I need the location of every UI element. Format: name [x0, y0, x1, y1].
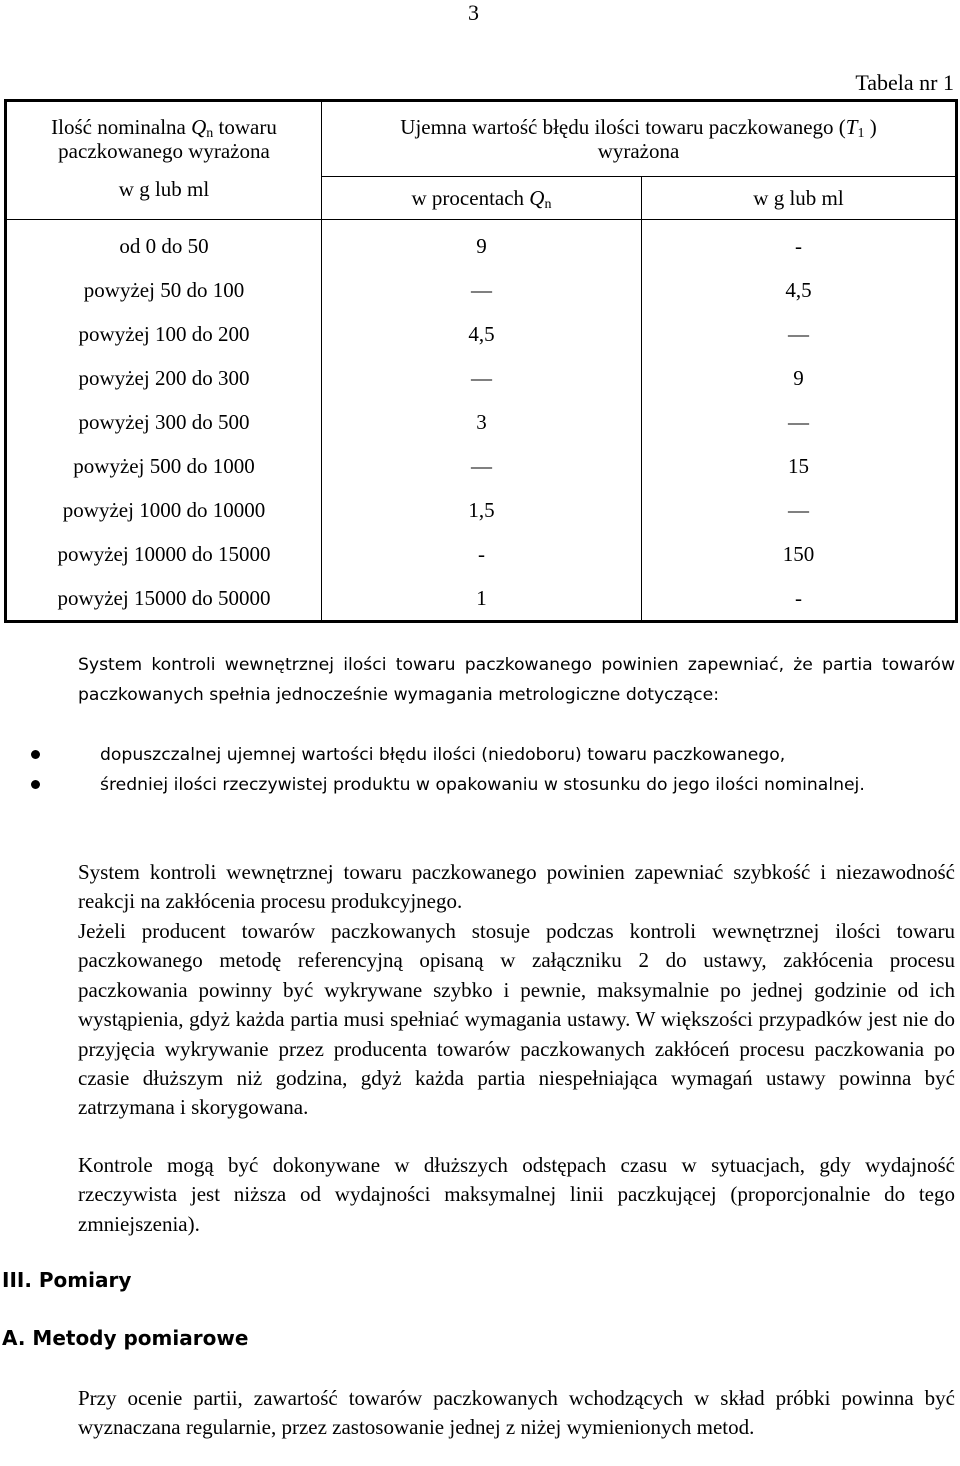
cell-grams: 15 [788, 454, 809, 478]
cell-grams: 150 [782, 542, 815, 566]
list-item: dopuszczalnej ujemnej wartości błędu ilości (niedoboru) towaru paczkowanego, [30, 740, 955, 770]
cell-grams: — [788, 498, 809, 522]
cell-grams: 9 [793, 366, 804, 390]
table-row [6, 356, 957, 400]
cell-range: powyżej 10000 do 15000 [6, 532, 322, 576]
cell-grams: 4,5 [785, 278, 812, 302]
table-row [6, 532, 957, 576]
cell-range: powyżej 500 do 1000 [6, 444, 322, 488]
paragraph-reaction: System kontroli wewnętrznej towaru paczkowanego powinien zapewniać szybkość i niezawodność reakcji na zakłócenia procesu produkcyjnego. [78, 860, 955, 914]
cell-range: powyżej 200 do 300 [6, 356, 322, 400]
cell-percent: 4,5 [322, 312, 642, 356]
list-item: średniej ilości rzeczywistej produktu w opakowaniu w stosunku do jego ilości nominalnej. [30, 770, 955, 800]
cell-range: od 0 do 50 [6, 220, 322, 269]
paragraph-system-control: System kontroli wewnętrznej ilości towaru paczkowanego powinien zapewniać, że partia towarów paczkowanych spełnia jednocześnie wymagania metrologiczne dotyczące: [78, 655, 955, 705]
bullet-icon [31, 780, 40, 789]
cell-range: powyżej 100 do 200 [6, 312, 322, 356]
cell-grams: - [795, 586, 802, 610]
cell-percent: — [322, 356, 642, 400]
table-header-row [6, 101, 957, 177]
cell-percent: - [322, 532, 642, 576]
heading-measurement-methods: A. Metody pomiarowe [2, 1326, 249, 1350]
table-row [6, 268, 957, 312]
heading-measurements: III. Pomiary [2, 1268, 132, 1292]
cell-grams: — [788, 410, 809, 434]
bullet-icon [31, 750, 40, 759]
cell-percent: 1,5 [322, 488, 642, 532]
cell-percent: 1 [322, 576, 642, 622]
table-unit-row [6, 177, 957, 220]
unit-grams-ml: w g lub ml [6, 177, 322, 220]
tolerance-table [4, 99, 958, 623]
page-number: 3 [468, 0, 479, 25]
cell-percent: — [322, 444, 642, 488]
table-row [6, 576, 957, 622]
table-row [6, 444, 957, 488]
requirements-list [30, 740, 955, 800]
cell-grams: - [795, 234, 802, 258]
cell-percent: 3 [322, 400, 642, 444]
unit-grams-ml-2: w g lub ml [642, 177, 957, 220]
cell-range: powyżej 15000 do 50000 [6, 576, 322, 622]
unit-percent: w procentach $Q_n$ [322, 177, 642, 220]
header-negative-error: Ujemna wartość błędu ilości towaru paczkowanego ($T_1$ ) wyrażona [322, 101, 957, 177]
cell-percent: — [322, 268, 642, 312]
paragraph-reference-method: Jeżeli producent towarów paczkowanych stosuje podczas kontroli wewnętrznej ilości towaru paczkowanego metodę referencyjną opisaną w załączniku 2 do ustawy, zakłócenia procesu paczkowania powinny być wykrywane szybko i pewnie, maksymalnie po jednej godzinie od ich wystąpienia, gdyż każda partia musi spełniać wymagania ustawy. W większości przypadków jest nie do przyjęcia wykrywanie przez producenta towarów paczkowanych zakłóceń procesu paczkowania po czasie dłuższym niż godzina, gdyż każda partia niespełniająca wymagań ustawy powinna być zatrzymana i skorygowana. [78, 919, 955, 1120]
cell-range: powyżej 50 do 100 [6, 268, 322, 312]
table-caption: Tabela nr 1 [855, 70, 954, 95]
header-nominal-quantity: Ilość nominalna $Q_n$ towaru paczkowanego wyrażona [6, 101, 322, 177]
table-row [6, 488, 957, 532]
paragraph-control-intervals: Kontrole mogą być dokonywane w dłuższych odstępach czasu w sytuacjach, gdy wydajność rzeczywista jest niższa od wydajności maksymalnej linii paczkującej (proporcjonalnie do tego zmniejszenia). [78, 1153, 955, 1236]
table-row [6, 220, 957, 269]
table-row [6, 312, 957, 356]
cell-percent: 9 [322, 220, 642, 269]
table-row [6, 400, 957, 444]
cell-range: powyżej 1000 do 10000 [6, 488, 322, 532]
cell-range: powyżej 300 do 500 [6, 400, 322, 444]
paragraph-batch-evaluation: Przy ocenie partii, zawartość towarów paczkowanych wchodzących w skład próbki powinna być wyznaczana regularnie, przez zastosowanie jednej z niżej wymienionych metod. [78, 1386, 955, 1440]
cell-grams: — [788, 322, 809, 346]
